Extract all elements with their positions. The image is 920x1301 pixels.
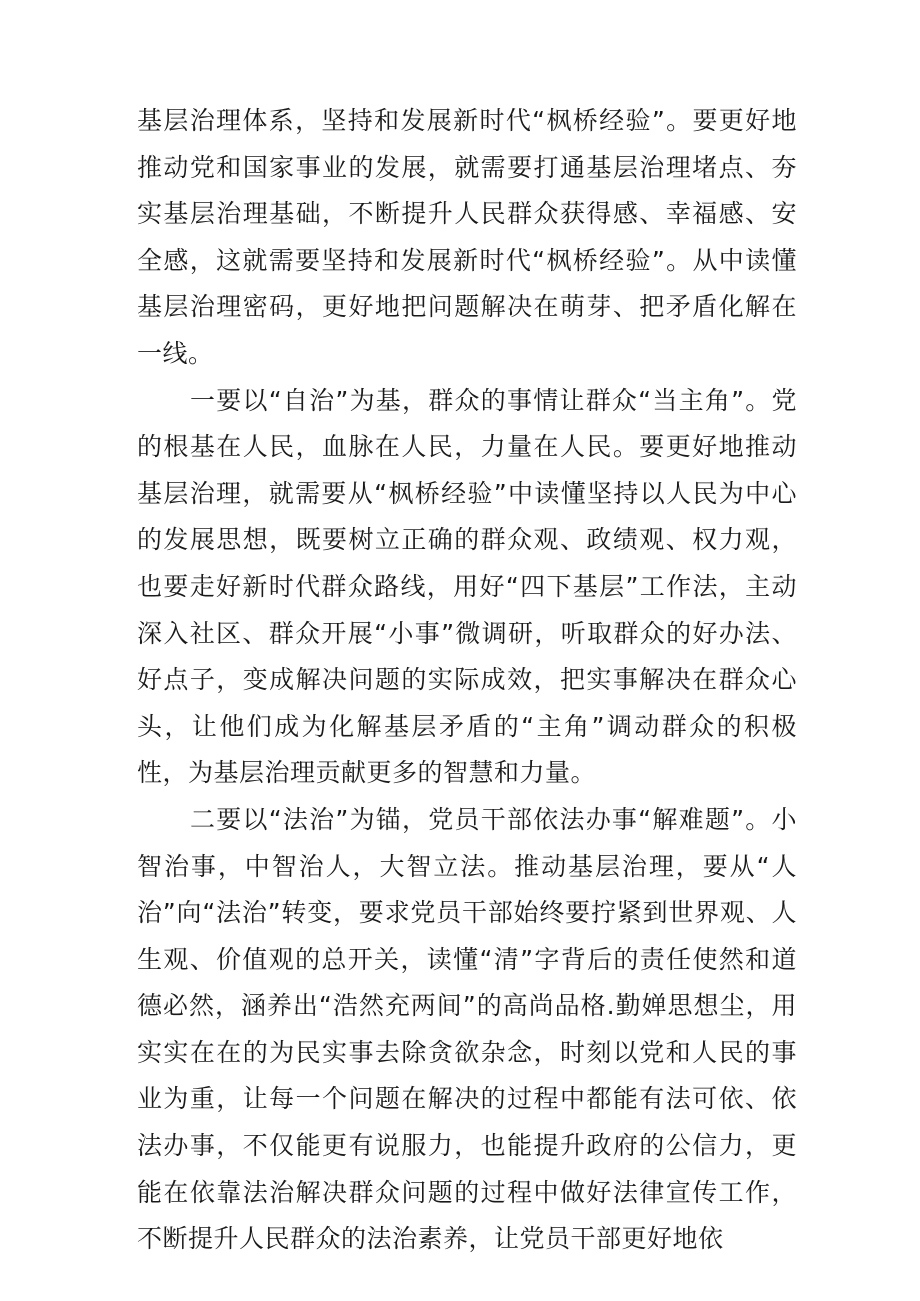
body-text xyxy=(137,98,797,1263)
paragraph-1: 基层治理体系，坚持和发展新时代“枫桥经验”。要更好地推动党和国家事业的发展，就需要打通基层治理堵点、夯实基层治理基础，不断提升人民群众获得感、幸福感、安全感，这就需要坚持和发展新时代“枫桥经验”。从中读懂基层治理密码，更好地把问题解决在萌芽、把矛盾化解在一线。 xyxy=(137,106,797,368)
paragraph-3: 二要以“法治”为锚，党员干部依法办事“解难题”。小智治事，中智治人，大智立法。推动基层治理，要从“人治”向“法治”转变，要求党员干部始终要拧紧到世界观、人生观、价值观的总开关，读懂“清”字背后的责任使然和道德必然，涵养出“浩然充两间”的高尚品格.勤婵思想尘，用实实在在的为民实事去除贪欲杂念，时刻以党和人民的事业为重，让每一个问题在解决的过程中都能有法可依、依法办事，不仅能更有说服力，也能提升政府的公信力，更能在依靠法治解决群众问题的过程中做好法律宣传工作，不断提升人民群众的法治素养，让党员干部更好地依 xyxy=(137,804,797,1254)
paragraph-2: 一要以“自治”为基，群众的事情让群众“当主角”。党的根基在人民，血脉在人民，力量在人民。要更好地推动基层治理，就需要从“枫桥经验”中读懂坚持以人民为中心的发展思想，既要树立正确的群众观、政绩观、权力观，也要走好新时代群众路线，用好“四下基层”工作法，主动深入社区、群众开展“小事”微调研，听取群众的好办法、好点子，变成解决问题的实际成效，把实事解决在群众心头，让他们成为化解基层矛盾的“主角”调动群众的积极性，为基层治理贡献更多的智慧和力量。 xyxy=(137,385,797,788)
